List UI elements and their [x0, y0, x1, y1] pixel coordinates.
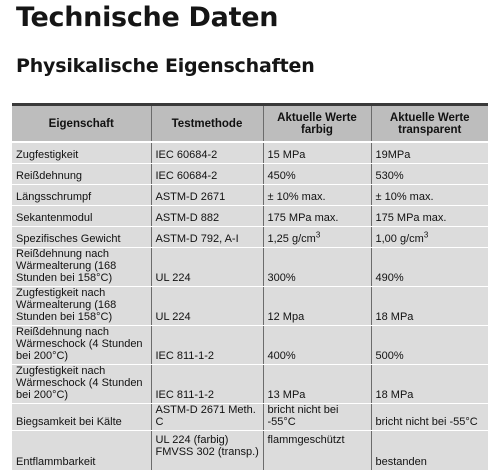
cell-property: Längsschrumpf — [12, 185, 151, 206]
cell-transparent — [371, 227, 488, 248]
table-row — [12, 164, 488, 185]
table-row — [12, 142, 488, 164]
cell-colored: 300% — [263, 248, 371, 287]
cell-transparent: 500% — [371, 326, 488, 365]
cell-colored — [263, 227, 371, 248]
cell-method: IEC 811-1-2 — [151, 365, 263, 404]
cell-property: Biegsamkeit bei Kälte — [12, 404, 151, 431]
table-row — [12, 206, 488, 227]
cell-property: Zugfestigkeit nach Wärmeschock (4 Stunden bei 200°C) — [12, 365, 151, 404]
header-property: Eigenschaft — [12, 105, 151, 143]
cell-method: ASTM-D 2671 Meth. C — [151, 404, 263, 431]
table-row — [12, 185, 488, 206]
cell-property: Entflammbarkeit — [12, 431, 151, 471]
value-text: 1,00 g/cm — [375, 233, 424, 245]
value-text: 1,25 g/cm — [267, 233, 316, 245]
cell-colored: bricht nicht bei -55°C — [263, 404, 371, 431]
cell-transparent: 18 MPa — [371, 365, 488, 404]
cell-property: Reißdehnung nach Wärmealterung (168 Stunden bei 158°C) — [12, 248, 151, 287]
header-method: Testmethode — [151, 105, 263, 143]
cell-colored: 400% — [263, 326, 371, 365]
table-row — [12, 248, 488, 287]
header-transparent: Aktuelle Werte transparent — [371, 105, 488, 143]
table-row — [12, 365, 488, 404]
cell-transparent: ± 10% max. — [371, 185, 488, 206]
superscript: 3 — [423, 230, 429, 240]
cell-transparent: bricht nicht bei -55°C — [371, 404, 488, 431]
table-header-row — [12, 105, 488, 143]
cell-colored: 12 Mpa — [263, 287, 371, 326]
cell-property: Spezifisches Gewicht — [12, 227, 151, 248]
cell-method — [151, 431, 263, 471]
cell-method: IEC 60684-2 — [151, 142, 263, 164]
cell-property: Zugfestigkeit — [12, 142, 151, 164]
cell-method: UL 224 — [151, 287, 263, 326]
table-row — [12, 227, 488, 248]
cell-property: Sekantenmodul — [12, 206, 151, 227]
cell-property: Reißdehnung nach Wärmeschock (4 Stunden bei 200°C) — [12, 326, 151, 365]
cell-method: ASTM-D 882 — [151, 206, 263, 227]
cell-colored: 175 MPa max. — [263, 206, 371, 227]
cell-property: Reißdehnung — [12, 164, 151, 185]
cell-colored: 15 MPa — [263, 142, 371, 164]
method-line: FMVSS 302 (transp.) — [155, 446, 259, 458]
cell-colored: ± 10% max. — [263, 185, 371, 206]
cell-method: IEC 811-1-2 — [151, 326, 263, 365]
cell-colored: 13 MPa — [263, 365, 371, 404]
header-colored: Aktuelle Werte farbig — [263, 105, 371, 143]
cell-transparent: 19MPa — [371, 142, 488, 164]
cell-method: UL 224 — [151, 248, 263, 287]
cell-method: ASTM-D 2671 — [151, 185, 263, 206]
section-subtitle: Physikalische Eigenschaften — [16, 55, 315, 77]
cell-colored: flammgeschützt — [263, 431, 371, 471]
cell-transparent: 18 MPa — [371, 287, 488, 326]
table-row — [12, 404, 488, 431]
cell-transparent: 530% — [371, 164, 488, 185]
superscript: 3 — [315, 230, 321, 240]
cell-transparent: 490% — [371, 248, 488, 287]
cell-property: Zugfestigkeit nach Wärmealterung (168 Stunden bei 158°C) — [12, 287, 151, 326]
cell-transparent: 175 MPa max. — [371, 206, 488, 227]
table-row — [12, 431, 488, 471]
cell-transparent: bestanden — [371, 431, 488, 471]
cell-colored: 450% — [263, 164, 371, 185]
table-row — [12, 326, 488, 365]
cell-method: IEC 60684-2 — [151, 164, 263, 185]
properties-table — [12, 103, 488, 471]
method-line: UL 224 (farbig) — [155, 434, 229, 446]
table-row — [12, 287, 488, 326]
cell-method: ASTM-D 792, A-I — [151, 227, 263, 248]
page-title: Technische Daten — [16, 2, 279, 33]
